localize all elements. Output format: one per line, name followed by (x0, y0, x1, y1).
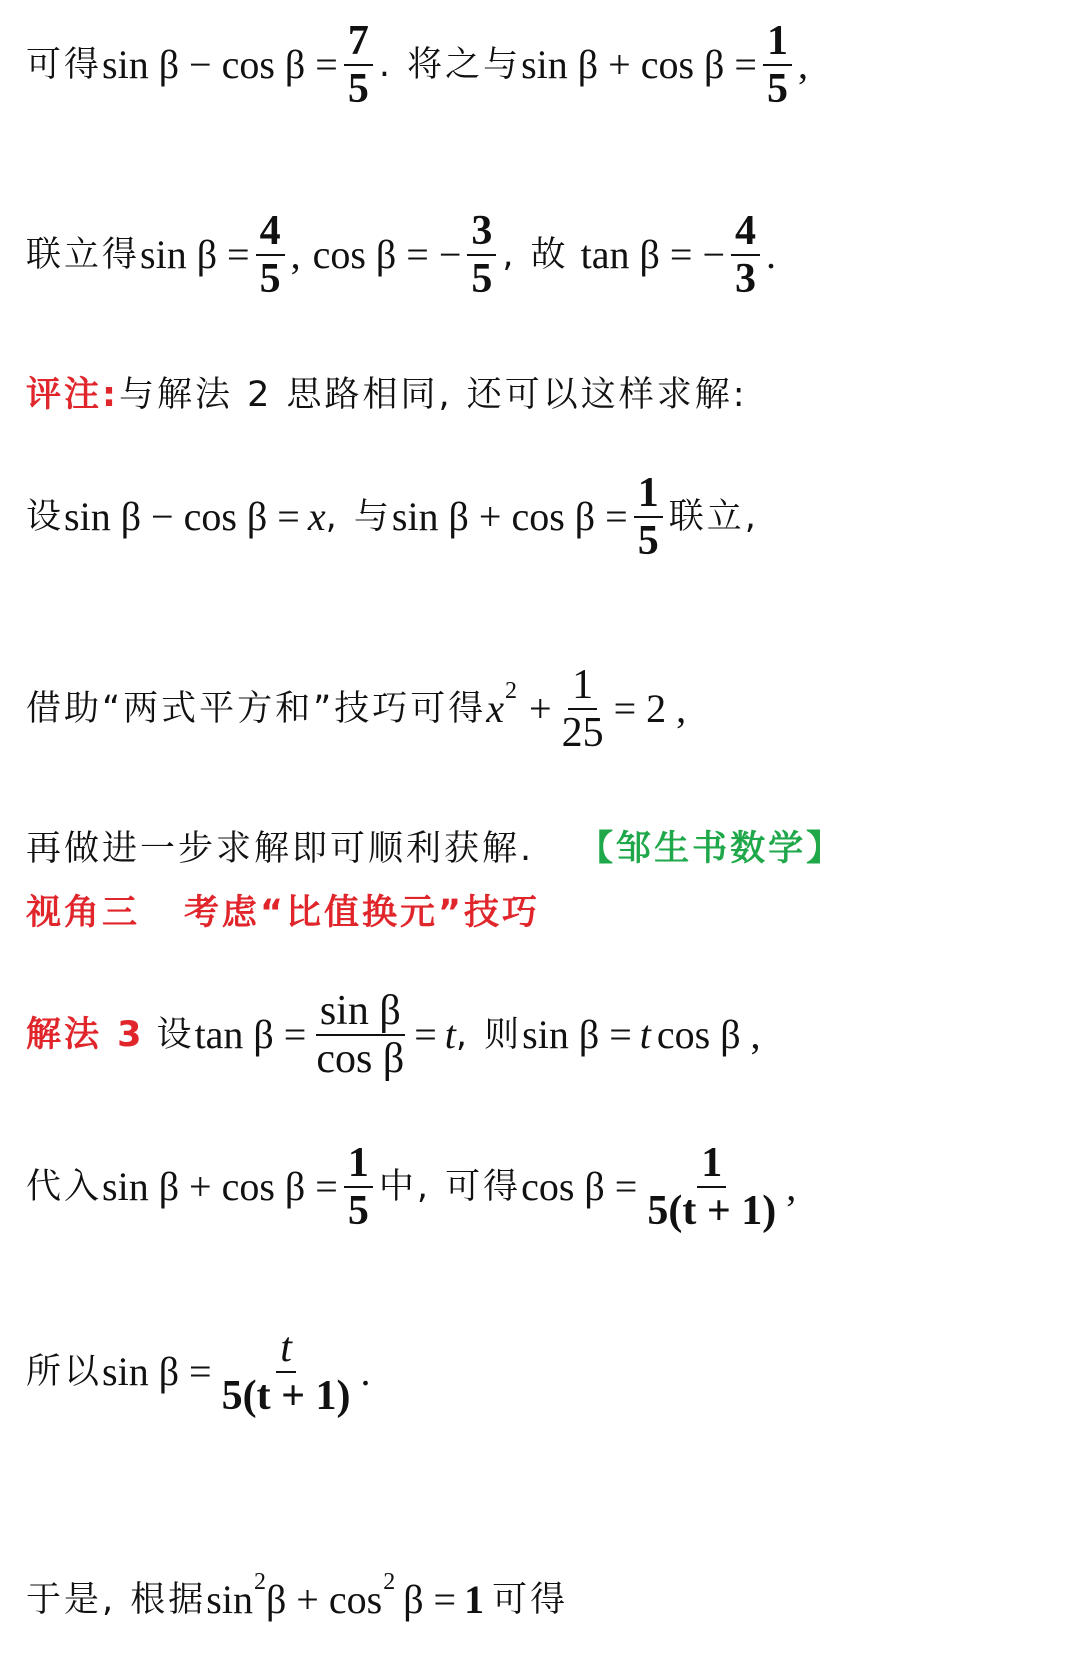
fraction (558, 662, 608, 756)
math-operator: = (414, 1012, 437, 1057)
numerator: 1 (568, 662, 597, 710)
denominator: 5 (347, 1188, 369, 1234)
numerator: 1 (697, 1140, 726, 1188)
text-line-6 (26, 829, 845, 869)
math-expression: sin (206, 1577, 253, 1622)
numerator: 4 (256, 208, 285, 256)
equation-line-10 (26, 1325, 371, 1419)
math-expression: cos β = − (312, 232, 462, 277)
fraction (731, 208, 760, 302)
math-variable: x (307, 494, 326, 539)
text: , 故 (502, 234, 569, 275)
text: 联立得 (26, 234, 141, 275)
fraction (634, 470, 663, 564)
numerator: 3 (467, 208, 496, 256)
math-expression: tan β = − (580, 232, 726, 277)
numerator: 7 (344, 18, 373, 66)
math-expression: sin β − cos β = (64, 494, 300, 539)
text: 借助“两式平方和”技巧可得 (26, 688, 487, 729)
fraction (256, 208, 285, 302)
math-expression: sin β + cos β = (102, 1164, 338, 1209)
fraction (312, 988, 408, 1082)
numerator: 4 (731, 208, 760, 256)
denominator: 5(t + 1) (647, 1188, 777, 1234)
punctuation: . (360, 1349, 371, 1394)
text: 代入 (26, 1166, 103, 1207)
denominator: 3 (735, 256, 757, 302)
text: 所以 (26, 1351, 103, 1392)
comment-label: 评注: (26, 375, 119, 415)
equation-line-9 (26, 1140, 796, 1234)
numerator: sin β (316, 988, 405, 1036)
text: . 将之与 (378, 44, 522, 85)
fraction (344, 1140, 373, 1234)
section-heading (26, 893, 541, 933)
equation-line-8 (26, 988, 761, 1082)
brand-label: 【邹生书数学】 (578, 829, 845, 869)
text: 中, 可得 (378, 1166, 522, 1207)
equation-line-11 (26, 1569, 569, 1622)
method-label: 解法 3 (26, 1014, 145, 1055)
math-expression: = 2 , (613, 686, 687, 731)
equation-line-4 (26, 470, 759, 564)
punctuation: , (786, 1164, 797, 1209)
math-expression: sin β = (102, 1349, 212, 1394)
denominator: 5(t + 1) (221, 1373, 351, 1419)
comment-text: 与解法 2 思路相同, 还可以这样求解: (119, 375, 748, 415)
math-expression: sin β = (140, 232, 250, 277)
equation-line-2 (26, 208, 776, 302)
math-expression: tan β = (194, 1012, 307, 1057)
math-expression: β = (403, 1577, 457, 1622)
numerator: t (276, 1325, 296, 1373)
superscript: 2 (505, 678, 518, 704)
math-expression: cos β , (656, 1012, 761, 1057)
text: 再做进一步求解即可顺利获解. (26, 829, 535, 869)
equation-line-1 (26, 18, 808, 112)
numerator: 1 (634, 470, 663, 518)
numerator: 1 (763, 18, 792, 66)
fraction (467, 208, 496, 302)
math-variable: t (444, 1012, 456, 1057)
denominator: 5 (347, 66, 369, 112)
math-expression: cos β = (521, 1164, 638, 1209)
fraction (344, 18, 373, 112)
punctuation: , (797, 42, 808, 87)
math-expression: sin β − cos β = (102, 42, 338, 87)
denominator: cos β (316, 1036, 405, 1082)
text: , 与 (325, 496, 392, 537)
text: 设 (156, 1014, 195, 1055)
denominator: 5 (766, 66, 788, 112)
text: 可得 (26, 44, 103, 85)
numerator: 1 (344, 1140, 373, 1188)
text: 联立, (668, 496, 759, 537)
section-subtitle: 考虑“比值换元”技巧 (184, 893, 541, 933)
denominator: 5 (637, 518, 659, 564)
math-operator: + (529, 686, 552, 731)
math-variable: x (486, 686, 505, 731)
math-expression: sin β + cos β = (391, 494, 628, 539)
text: 于是, 根据 (26, 1579, 207, 1620)
punctuation: , (290, 232, 301, 277)
fraction (763, 18, 792, 112)
text: , 则 (455, 1014, 523, 1055)
punctuation: . (766, 232, 777, 277)
fraction (218, 1325, 355, 1419)
text: 设 (26, 496, 65, 537)
superscript: 2 (383, 1569, 396, 1595)
equation-line-5 (26, 662, 686, 756)
math-number: 1 (464, 1577, 485, 1622)
math-variable: t (639, 1012, 651, 1057)
math-expression: sin β + cos β = (521, 42, 757, 87)
section-title: 视角三 (26, 893, 141, 933)
denominator: 5 (471, 256, 493, 302)
comment-line (26, 375, 748, 415)
fraction (643, 1140, 780, 1234)
superscript: 2 (253, 1569, 266, 1595)
math-expression: sin β = (522, 1012, 632, 1057)
text: 可得 (492, 1579, 569, 1620)
denominator: 5 (259, 256, 281, 302)
math-expression: β + cos (265, 1577, 383, 1622)
denominator: 25 (561, 710, 604, 756)
